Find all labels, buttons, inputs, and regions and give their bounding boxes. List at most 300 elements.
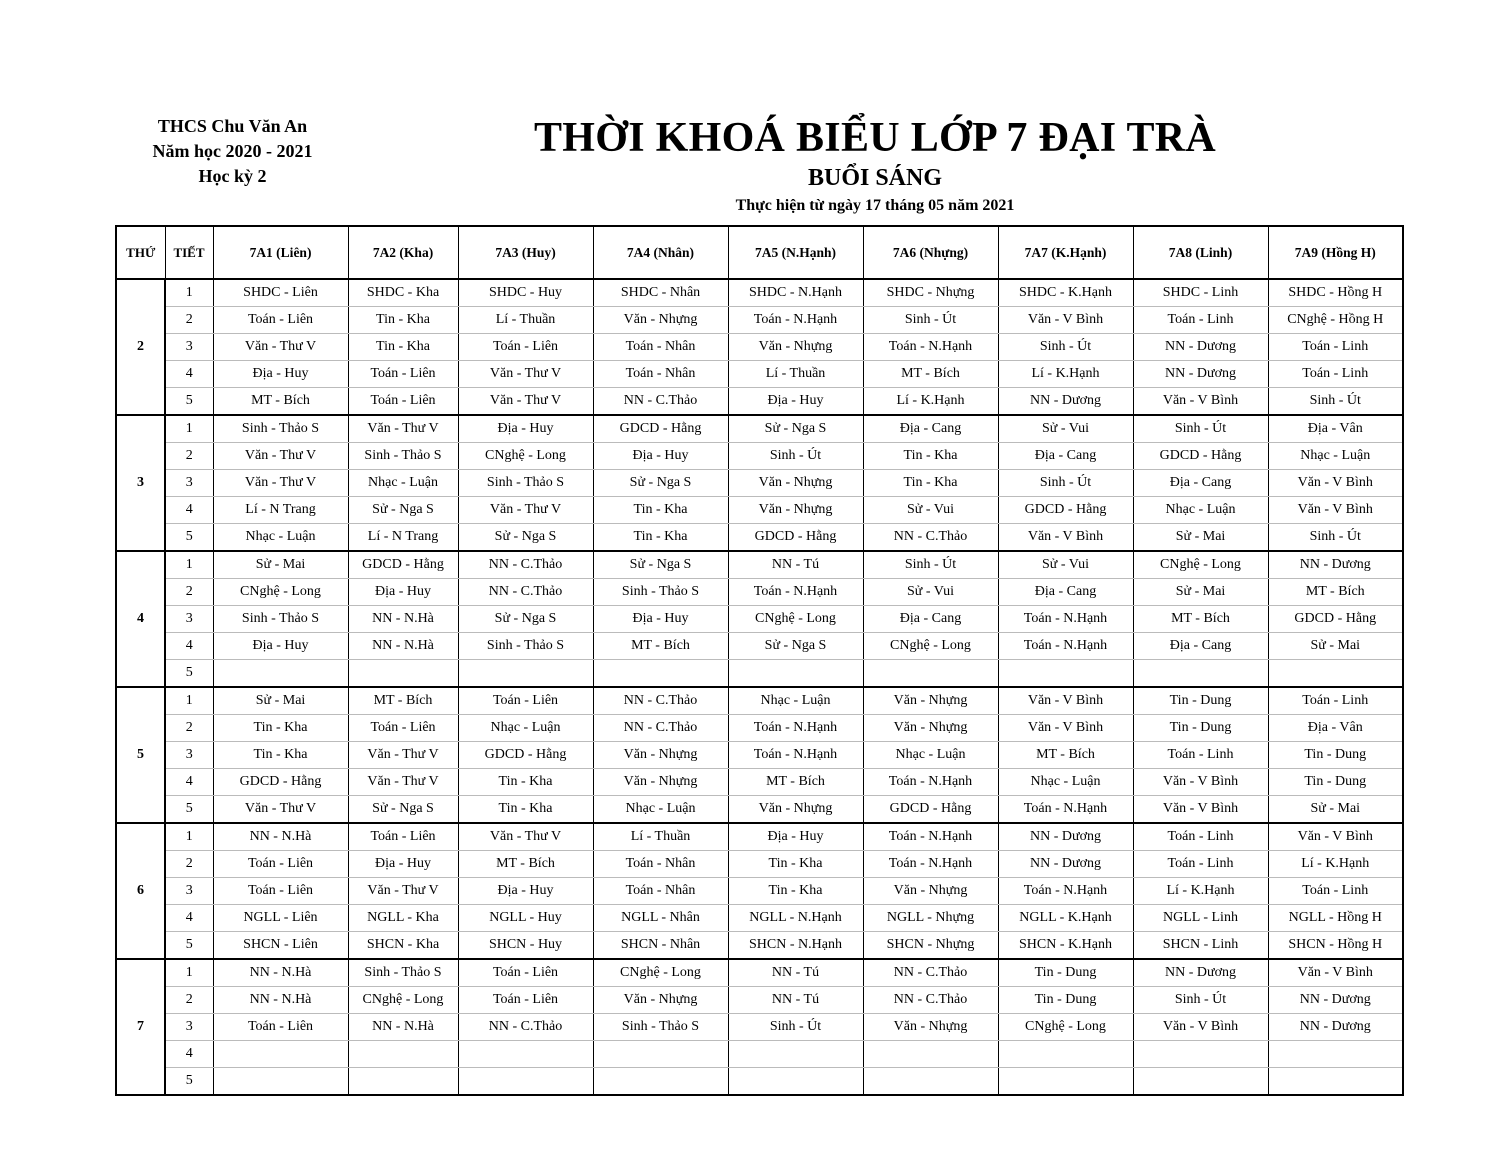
lesson-cell: Lí - Thuần bbox=[728, 361, 863, 388]
lesson-cell: Văn - V Bình bbox=[1133, 1014, 1268, 1041]
lesson-cell: Toán - Liên bbox=[458, 959, 593, 987]
lesson-cell: Địa - Huy bbox=[458, 878, 593, 905]
lesson-cell: Tin - Kha bbox=[863, 470, 998, 497]
school-term: Học kỳ 2 bbox=[198, 166, 267, 186]
lesson-cell: Sinh - Út bbox=[1268, 524, 1403, 552]
lesson-cell: Sinh - Thảo S bbox=[213, 606, 348, 633]
lesson-cell: Tin - Kha bbox=[458, 769, 593, 796]
lesson-cell: SHDC - Huy bbox=[458, 279, 593, 307]
lesson-cell: Sinh - Út bbox=[863, 307, 998, 334]
lesson-cell: GDCD - Hằng bbox=[998, 497, 1133, 524]
lesson-cell: Văn - Nhựng bbox=[593, 769, 728, 796]
lesson-cell: Lí - N Trang bbox=[348, 524, 458, 552]
lesson-cell: NGLL - Kha bbox=[348, 905, 458, 932]
lesson-cell: SHCN - Liên bbox=[213, 932, 348, 960]
lesson-cell: CNghệ - Long bbox=[458, 443, 593, 470]
lesson-cell: Tin - Dung bbox=[998, 959, 1133, 987]
lesson-cell: Văn - Thư V bbox=[348, 769, 458, 796]
lesson-cell: Văn - Nhựng bbox=[863, 687, 998, 715]
lesson-cell: Sinh - Út bbox=[728, 443, 863, 470]
lesson-cell bbox=[348, 660, 458, 688]
lesson-cell: Sinh - Út bbox=[728, 1014, 863, 1041]
lesson-cell: Toán - N.Hạnh bbox=[863, 823, 998, 851]
lesson-cell bbox=[998, 660, 1133, 688]
lesson-cell: NN - N.Hà bbox=[348, 606, 458, 633]
table-row bbox=[116, 878, 1403, 905]
lesson-cell: Tin - Dung bbox=[1268, 742, 1403, 769]
lesson-cell: Nhạc - Luận bbox=[1268, 443, 1403, 470]
lesson-cell: MT - Bích bbox=[1133, 606, 1268, 633]
table-row bbox=[116, 851, 1403, 878]
period-number: 4 bbox=[165, 1041, 213, 1068]
table-row bbox=[116, 932, 1403, 960]
lesson-cell: Địa - Huy bbox=[593, 443, 728, 470]
lesson-cell: NN - C.Thảo bbox=[863, 987, 998, 1014]
lesson-cell: Văn - V Bình bbox=[1268, 823, 1403, 851]
lesson-cell: NN - N.Hà bbox=[348, 1014, 458, 1041]
period-number: 1 bbox=[165, 687, 213, 715]
table-row bbox=[116, 388, 1403, 416]
lesson-cell: Lí - K.Hạnh bbox=[1268, 851, 1403, 878]
lesson-cell: GDCD - Hằng bbox=[213, 769, 348, 796]
lesson-cell bbox=[728, 1041, 863, 1068]
period-number: 2 bbox=[165, 307, 213, 334]
table-row bbox=[116, 796, 1403, 824]
lesson-cell bbox=[998, 1068, 1133, 1096]
period-number: 5 bbox=[165, 388, 213, 416]
lesson-cell: SHCN - N.Hạnh bbox=[728, 932, 863, 960]
lesson-cell: Nhạc - Luận bbox=[1133, 497, 1268, 524]
lesson-cell: Sử - Mai bbox=[1268, 796, 1403, 824]
lesson-cell: GDCD - Hằng bbox=[1133, 443, 1268, 470]
lesson-cell: Toán - N.Hạnh bbox=[863, 334, 998, 361]
lesson-cell: Toán - Linh bbox=[1133, 823, 1268, 851]
lesson-cell: SHDC - N.Hạnh bbox=[728, 279, 863, 307]
period-number: 4 bbox=[165, 361, 213, 388]
lesson-cell: MT - Bích bbox=[1268, 579, 1403, 606]
lesson-cell: Địa - Cang bbox=[1133, 470, 1268, 497]
lesson-cell: Văn - Thư V bbox=[213, 470, 348, 497]
header-class: 7A4 (Nhân) bbox=[593, 226, 728, 279]
lesson-cell: Toán - Linh bbox=[1268, 878, 1403, 905]
school-info bbox=[110, 114, 355, 189]
lesson-cell: Văn - V Bình bbox=[998, 687, 1133, 715]
lesson-cell bbox=[213, 1041, 348, 1068]
lesson-cell: Sử - Nga S bbox=[348, 497, 458, 524]
table-row bbox=[116, 361, 1403, 388]
lesson-cell: Toán - N.Hạnh bbox=[728, 307, 863, 334]
lesson-cell: GDCD - Hằng bbox=[593, 415, 728, 443]
lesson-cell: Toán - Liên bbox=[348, 361, 458, 388]
lesson-cell: NGLL - Liên bbox=[213, 905, 348, 932]
lesson-cell: Toán - Linh bbox=[1268, 334, 1403, 361]
lesson-cell: NGLL - Huy bbox=[458, 905, 593, 932]
lesson-cell: Sử - Nga S bbox=[458, 606, 593, 633]
lesson-cell: Văn - Thư V bbox=[348, 742, 458, 769]
table-row bbox=[116, 415, 1403, 443]
lesson-cell: Nhạc - Luận bbox=[863, 742, 998, 769]
lesson-cell: Sử - Vui bbox=[863, 497, 998, 524]
lesson-cell: NN - C.Thảo bbox=[863, 524, 998, 552]
lesson-cell: NN - Dương bbox=[1133, 959, 1268, 987]
day-label: 5 bbox=[116, 687, 165, 823]
lesson-cell: NN - Dương bbox=[1268, 1014, 1403, 1041]
period-number: 1 bbox=[165, 551, 213, 579]
table-row bbox=[116, 307, 1403, 334]
lesson-cell: SHDC - Hồng H bbox=[1268, 279, 1403, 307]
lesson-cell: Toán - Nhân bbox=[593, 334, 728, 361]
lesson-cell: MT - Bích bbox=[213, 388, 348, 416]
lesson-cell bbox=[1268, 1041, 1403, 1068]
lesson-cell: Toán - Nhân bbox=[593, 361, 728, 388]
lesson-cell bbox=[998, 1041, 1133, 1068]
lesson-cell: Toán - Liên bbox=[458, 987, 593, 1014]
lesson-cell: NN - C.Thảo bbox=[593, 687, 728, 715]
lesson-cell: NN - Dương bbox=[998, 851, 1133, 878]
lesson-cell: Toán - Liên bbox=[213, 307, 348, 334]
period-number: 3 bbox=[165, 1014, 213, 1041]
school-name: THCS Chu Văn An bbox=[157, 116, 308, 136]
session-label: BUỔI SÁNG bbox=[807, 165, 943, 191]
lesson-cell: Sinh - Thảo S bbox=[593, 579, 728, 606]
lesson-cell: Toán - Liên bbox=[213, 1014, 348, 1041]
page-title: THỜI KHOÁ BIỂU LỚP 7 ĐẠI TRÀ bbox=[533, 115, 1217, 161]
period-number: 2 bbox=[165, 715, 213, 742]
lesson-cell: Sử - Nga S bbox=[348, 796, 458, 824]
lesson-cell bbox=[863, 1041, 998, 1068]
lesson-cell: MT - Bích bbox=[593, 633, 728, 660]
lesson-cell: NN - Dương bbox=[998, 388, 1133, 416]
lesson-cell: Văn - V Bình bbox=[998, 715, 1133, 742]
header-class: 7A3 (Huy) bbox=[458, 226, 593, 279]
lesson-cell: Sử - Mai bbox=[213, 551, 348, 579]
day-label: 2 bbox=[116, 279, 165, 415]
lesson-cell: GDCD - Hằng bbox=[728, 524, 863, 552]
lesson-cell: CNghệ - Long bbox=[728, 606, 863, 633]
lesson-cell: Địa - Huy bbox=[213, 633, 348, 660]
table-row bbox=[116, 987, 1403, 1014]
table-row bbox=[116, 497, 1403, 524]
lesson-cell: NN - C.Thảo bbox=[458, 1014, 593, 1041]
lesson-cell: SHDC - Kha bbox=[348, 279, 458, 307]
lesson-cell: Toán - Nhân bbox=[593, 851, 728, 878]
lesson-cell: NGLL - Hồng H bbox=[1268, 905, 1403, 932]
lesson-cell: Toán - Linh bbox=[1133, 851, 1268, 878]
lesson-cell: Sinh - Thảo S bbox=[348, 443, 458, 470]
lesson-cell: SHCN - K.Hạnh bbox=[998, 932, 1133, 960]
period-number: 5 bbox=[165, 524, 213, 552]
table-row bbox=[116, 742, 1403, 769]
lesson-cell: NGLL - Linh bbox=[1133, 905, 1268, 932]
lesson-cell: Sinh - Thảo S bbox=[213, 415, 348, 443]
lesson-cell: GDCD - Hằng bbox=[1268, 606, 1403, 633]
lesson-cell: Tin - Kha bbox=[348, 307, 458, 334]
lesson-cell: Văn - V Bình bbox=[1268, 470, 1403, 497]
lesson-cell: SHCN - Hồng H bbox=[1268, 932, 1403, 960]
table-row bbox=[116, 279, 1403, 307]
lesson-cell: Sinh - Út bbox=[998, 470, 1133, 497]
lesson-cell: Toán - Liên bbox=[458, 687, 593, 715]
lesson-cell: Toán - Liên bbox=[458, 334, 593, 361]
period-number: 3 bbox=[165, 470, 213, 497]
lesson-cell: Tin - Dung bbox=[1133, 687, 1268, 715]
lesson-cell: Văn - V Bình bbox=[1133, 388, 1268, 416]
lesson-cell: Tin - Dung bbox=[1268, 769, 1403, 796]
lesson-cell: Địa - Cang bbox=[863, 606, 998, 633]
lesson-cell: NN - Dương bbox=[1133, 361, 1268, 388]
lesson-cell: SHCN - Nhựng bbox=[863, 932, 998, 960]
lesson-cell: Toán - Linh bbox=[1268, 687, 1403, 715]
lesson-cell: Văn - Thư V bbox=[458, 823, 593, 851]
period-number: 5 bbox=[165, 660, 213, 688]
lesson-cell: MT - Bích bbox=[863, 361, 998, 388]
lesson-cell bbox=[1133, 660, 1268, 688]
lesson-cell: Văn - Thư V bbox=[348, 415, 458, 443]
lesson-cell: Văn - V Bình bbox=[1133, 769, 1268, 796]
lesson-cell: Sinh - Thảo S bbox=[458, 633, 593, 660]
lesson-cell: Văn - Thư V bbox=[458, 388, 593, 416]
lesson-cell: Nhạc - Luận bbox=[593, 796, 728, 824]
lesson-cell: Tin - Kha bbox=[593, 497, 728, 524]
period-number: 3 bbox=[165, 334, 213, 361]
lesson-cell: Tin - Kha bbox=[213, 715, 348, 742]
lesson-cell: Nhạc - Luận bbox=[728, 687, 863, 715]
lesson-cell bbox=[1133, 1041, 1268, 1068]
lesson-cell: Toán - Linh bbox=[1133, 307, 1268, 334]
period-number: 3 bbox=[165, 878, 213, 905]
lesson-cell: NN - N.Hà bbox=[213, 987, 348, 1014]
lesson-cell: CNghệ - Long bbox=[213, 579, 348, 606]
lesson-cell: Văn - V Bình bbox=[998, 307, 1133, 334]
lesson-cell bbox=[348, 1041, 458, 1068]
lesson-cell: Văn - Thư V bbox=[348, 878, 458, 905]
lesson-cell: Sử - Mai bbox=[213, 687, 348, 715]
period-number: 2 bbox=[165, 987, 213, 1014]
lesson-cell: Văn - Nhựng bbox=[863, 1014, 998, 1041]
period-number: 3 bbox=[165, 742, 213, 769]
lesson-cell: NN - Dương bbox=[998, 823, 1133, 851]
lesson-cell: Sử - Vui bbox=[998, 415, 1133, 443]
lesson-cell: Văn - Nhựng bbox=[593, 742, 728, 769]
lesson-cell bbox=[458, 1068, 593, 1096]
period-number: 2 bbox=[165, 851, 213, 878]
lesson-cell: Văn - V Bình bbox=[1133, 796, 1268, 824]
lesson-cell: NN - N.Hà bbox=[348, 633, 458, 660]
lesson-cell: Sử - Nga S bbox=[728, 415, 863, 443]
lesson-cell: MT - Bích bbox=[458, 851, 593, 878]
day-label: 6 bbox=[116, 823, 165, 959]
lesson-cell: Sử - Vui bbox=[863, 579, 998, 606]
table-row bbox=[116, 443, 1403, 470]
table-row bbox=[116, 1041, 1403, 1068]
table-row bbox=[116, 905, 1403, 932]
lesson-cell: Địa - Huy bbox=[348, 851, 458, 878]
period-number: 5 bbox=[165, 1068, 213, 1096]
period-number: 4 bbox=[165, 497, 213, 524]
lesson-cell: Văn - Thư V bbox=[213, 796, 348, 824]
lesson-cell: Địa - Huy bbox=[348, 579, 458, 606]
lesson-cell: SHDC - Liên bbox=[213, 279, 348, 307]
lesson-cell: Nhạc - Luận bbox=[348, 470, 458, 497]
period-number: 1 bbox=[165, 415, 213, 443]
lesson-cell: GDCD - Hằng bbox=[348, 551, 458, 579]
header-class: 7A9 (Hồng H) bbox=[1268, 226, 1403, 279]
lesson-cell: Toán - Liên bbox=[213, 851, 348, 878]
lesson-cell: NGLL - Nhựng bbox=[863, 905, 998, 932]
table-row bbox=[116, 687, 1403, 715]
period-number: 2 bbox=[165, 443, 213, 470]
lesson-cell: MT - Bích bbox=[728, 769, 863, 796]
period-number: 4 bbox=[165, 905, 213, 932]
lesson-cell: Toán - Nhân bbox=[593, 878, 728, 905]
lesson-cell: NN - C.Thảo bbox=[593, 715, 728, 742]
table-row bbox=[116, 579, 1403, 606]
lesson-cell: Toán - N.Hạnh bbox=[998, 633, 1133, 660]
lesson-cell: NN - C.Thảo bbox=[593, 388, 728, 416]
lesson-cell: NN - C.Thảo bbox=[863, 959, 998, 987]
lesson-cell bbox=[728, 1068, 863, 1096]
lesson-cell: Sử - Nga S bbox=[458, 524, 593, 552]
lesson-cell: Lí - Thuần bbox=[593, 823, 728, 851]
period-number: 1 bbox=[165, 823, 213, 851]
header-class: 7A6 (Nhựng) bbox=[863, 226, 998, 279]
lesson-cell: Văn - Nhựng bbox=[728, 334, 863, 361]
period-number: 3 bbox=[165, 606, 213, 633]
lesson-cell: Địa - Huy bbox=[458, 415, 593, 443]
lesson-cell: SHCN - Nhân bbox=[593, 932, 728, 960]
lesson-cell: Sinh - Út bbox=[1268, 388, 1403, 416]
table-row bbox=[116, 823, 1403, 851]
lesson-cell: Văn - Nhựng bbox=[728, 796, 863, 824]
lesson-cell: Lí - K.Hạnh bbox=[1133, 878, 1268, 905]
lesson-cell: NN - C.Thảo bbox=[458, 579, 593, 606]
table-row bbox=[116, 633, 1403, 660]
lesson-cell: Sử - Nga S bbox=[593, 470, 728, 497]
lesson-cell: SHCN - Huy bbox=[458, 932, 593, 960]
table-row bbox=[116, 606, 1403, 633]
lesson-cell: Địa - Cang bbox=[998, 579, 1133, 606]
lesson-cell: SHCN - Linh bbox=[1133, 932, 1268, 960]
lesson-cell bbox=[593, 1068, 728, 1096]
table-row bbox=[116, 769, 1403, 796]
title-block bbox=[520, 112, 1230, 217]
lesson-cell: Sử - Nga S bbox=[728, 633, 863, 660]
table-row bbox=[116, 524, 1403, 552]
lesson-cell: Toán - N.Hạnh bbox=[728, 715, 863, 742]
lesson-cell: NGLL - N.Hạnh bbox=[728, 905, 863, 932]
lesson-cell: Văn - V Bình bbox=[1268, 497, 1403, 524]
lesson-cell: Toán - N.Hạnh bbox=[863, 769, 998, 796]
lesson-cell: Sinh - Thảo S bbox=[458, 470, 593, 497]
lesson-cell: NN - N.Hà bbox=[213, 959, 348, 987]
table-row bbox=[116, 334, 1403, 361]
lesson-cell: Toán - N.Hạnh bbox=[998, 878, 1133, 905]
lesson-cell: Nhạc - Luận bbox=[213, 524, 348, 552]
lesson-cell: Toán - N.Hạnh bbox=[998, 606, 1133, 633]
lesson-cell: Toán - Liên bbox=[348, 388, 458, 416]
lesson-cell: Tin - Kha bbox=[458, 796, 593, 824]
lesson-cell: CNghệ - Long bbox=[998, 1014, 1133, 1041]
table-row bbox=[116, 660, 1403, 688]
lesson-cell: Địa - Huy bbox=[593, 606, 728, 633]
lesson-cell: Văn - V Bình bbox=[998, 524, 1133, 552]
lesson-cell: Toán - Linh bbox=[1133, 742, 1268, 769]
lesson-cell: Tin - Dung bbox=[1133, 715, 1268, 742]
lesson-cell: MT - Bích bbox=[348, 687, 458, 715]
lesson-cell: Địa - Huy bbox=[728, 823, 863, 851]
header-day: THỨ bbox=[116, 226, 165, 279]
lesson-cell bbox=[213, 1068, 348, 1096]
lesson-cell bbox=[593, 1041, 728, 1068]
header-class: 7A5 (N.Hạnh) bbox=[728, 226, 863, 279]
lesson-cell: Tin - Dung bbox=[998, 987, 1133, 1014]
lesson-cell: Nhạc - Luận bbox=[998, 769, 1133, 796]
lesson-cell: NN - Tú bbox=[728, 987, 863, 1014]
lesson-cell: NGLL - K.Hạnh bbox=[998, 905, 1133, 932]
period-number: 4 bbox=[165, 769, 213, 796]
lesson-cell: Địa - Cang bbox=[998, 443, 1133, 470]
lesson-cell bbox=[1268, 1068, 1403, 1096]
lesson-cell bbox=[863, 1068, 998, 1096]
lesson-cell: Văn - Nhựng bbox=[593, 307, 728, 334]
period-number: 1 bbox=[165, 279, 213, 307]
period-number: 4 bbox=[165, 633, 213, 660]
lesson-cell: GDCD - Hằng bbox=[458, 742, 593, 769]
lesson-cell: Văn - Nhựng bbox=[863, 878, 998, 905]
lesson-cell: Văn - Thư V bbox=[213, 334, 348, 361]
lesson-cell: SHDC - Nhựng bbox=[863, 279, 998, 307]
lesson-cell bbox=[213, 660, 348, 688]
lesson-cell: SHDC - Linh bbox=[1133, 279, 1268, 307]
lesson-cell: Lí - K.Hạnh bbox=[998, 361, 1133, 388]
header-class: 7A1 (Liên) bbox=[213, 226, 348, 279]
lesson-cell: NN - Dương bbox=[1268, 987, 1403, 1014]
table-row bbox=[116, 1014, 1403, 1041]
lesson-cell: Sử - Nga S bbox=[593, 551, 728, 579]
lesson-cell: Toán - Liên bbox=[348, 715, 458, 742]
table-row bbox=[116, 715, 1403, 742]
lesson-cell: Sử - Mai bbox=[1268, 633, 1403, 660]
lesson-cell: CNghệ - Hồng H bbox=[1268, 307, 1403, 334]
lesson-cell: NN - Dương bbox=[1268, 551, 1403, 579]
lesson-cell bbox=[458, 660, 593, 688]
lesson-cell bbox=[458, 1041, 593, 1068]
lesson-cell: Tin - Kha bbox=[728, 878, 863, 905]
lesson-cell: Tin - Kha bbox=[593, 524, 728, 552]
lesson-cell: NGLL - Nhân bbox=[593, 905, 728, 932]
lesson-cell: NN - Tú bbox=[728, 959, 863, 987]
lesson-cell: Sinh - Thảo S bbox=[593, 1014, 728, 1041]
lesson-cell bbox=[593, 660, 728, 688]
lesson-cell: Văn - V Bình bbox=[1268, 959, 1403, 987]
day-label: 3 bbox=[116, 415, 165, 551]
lesson-cell: Sinh - Út bbox=[1133, 415, 1268, 443]
table-row bbox=[116, 1068, 1403, 1096]
lesson-cell: GDCD - Hằng bbox=[863, 796, 998, 824]
lesson-cell: Văn - Nhựng bbox=[728, 470, 863, 497]
table-header-row bbox=[116, 226, 1403, 279]
lesson-cell: Toán - Liên bbox=[213, 878, 348, 905]
lesson-cell: Văn - Thư V bbox=[213, 443, 348, 470]
header-class: 7A2 (Kha) bbox=[348, 226, 458, 279]
lesson-cell: Tin - Kha bbox=[348, 334, 458, 361]
lesson-cell: Địa - Huy bbox=[213, 361, 348, 388]
lesson-cell: Toán - Linh bbox=[1268, 361, 1403, 388]
lesson-cell: Sử - Vui bbox=[998, 551, 1133, 579]
lesson-cell: Sinh - Út bbox=[998, 334, 1133, 361]
lesson-cell: SHCN - Kha bbox=[348, 932, 458, 960]
lesson-cell: SHDC - K.Hạnh bbox=[998, 279, 1133, 307]
